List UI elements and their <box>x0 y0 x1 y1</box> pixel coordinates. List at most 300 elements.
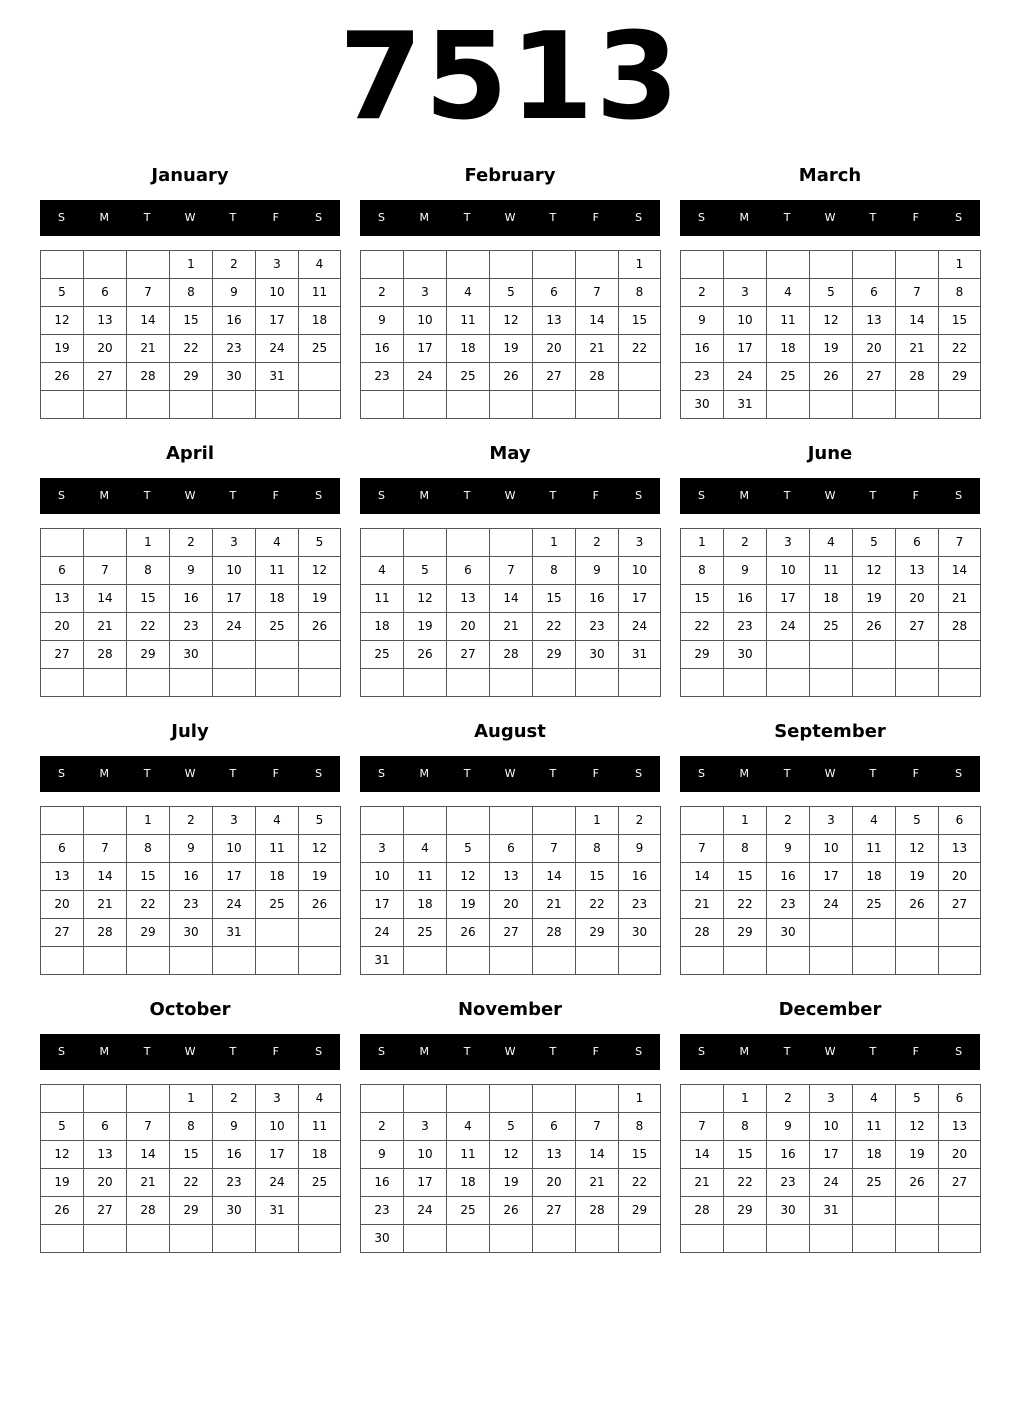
day-cell: 7 <box>84 557 127 585</box>
day-cell: 30 <box>619 919 661 947</box>
day-cell: 21 <box>576 1169 619 1197</box>
day-cell: 14 <box>533 863 576 891</box>
day-cell: 21 <box>127 1169 170 1197</box>
day-cell: 1 <box>724 807 767 835</box>
day-cell: 8 <box>533 557 576 585</box>
day-cell: 1 <box>170 251 213 279</box>
day-cell: 6 <box>447 557 490 585</box>
day-cell: 15 <box>170 307 213 335</box>
weekday-label: F <box>592 767 599 780</box>
day-cell <box>127 251 170 279</box>
day-cell: 13 <box>853 307 896 335</box>
day-cell: 24 <box>810 891 853 919</box>
day-cell <box>84 251 127 279</box>
day-cell: 25 <box>361 641 404 669</box>
month-name: December <box>778 999 882 1020</box>
day-cell: 28 <box>84 919 127 947</box>
day-grid <box>40 806 341 975</box>
day-cell: 17 <box>256 1141 299 1169</box>
day-cell <box>41 947 84 975</box>
day-cell <box>41 391 84 419</box>
day-cell: 6 <box>853 279 896 307</box>
day-cell: 5 <box>299 529 341 557</box>
day-cell: 19 <box>896 863 939 891</box>
day-cell: 18 <box>853 1141 896 1169</box>
day-cell: 15 <box>724 863 767 891</box>
weekday-label: W <box>504 1045 516 1058</box>
weekday-label: F <box>272 211 279 224</box>
day-cell: 2 <box>361 279 404 307</box>
day-cell <box>533 669 576 697</box>
day-cell <box>576 251 619 279</box>
day-cell: 23 <box>213 335 256 363</box>
day-cell: 26 <box>404 641 447 669</box>
day-cell <box>896 1197 939 1225</box>
day-cell: 14 <box>490 585 533 613</box>
day-cell: 22 <box>576 891 619 919</box>
weekday-label: M <box>99 211 110 224</box>
day-cell: 6 <box>939 1085 981 1113</box>
weekday-label: S <box>697 489 705 502</box>
day-cell: 19 <box>404 613 447 641</box>
day-cell: 15 <box>724 1141 767 1169</box>
day-cell: 4 <box>810 529 853 557</box>
day-cell <box>490 807 533 835</box>
day-cell: 6 <box>490 835 533 863</box>
day-cell: 1 <box>724 1085 767 1113</box>
day-cell: 1 <box>619 1085 661 1113</box>
day-cell: 19 <box>299 863 341 891</box>
weekday-header <box>40 1034 340 1070</box>
day-cell: 26 <box>853 613 896 641</box>
month-name: October <box>149 999 231 1020</box>
day-cell <box>404 251 447 279</box>
day-cell: 11 <box>404 863 447 891</box>
day-cell: 2 <box>361 1113 404 1141</box>
day-cell <box>810 669 853 697</box>
weekday-label: T <box>463 489 471 502</box>
day-cell: 3 <box>724 279 767 307</box>
day-cell: 11 <box>810 557 853 585</box>
month-august <box>360 720 660 990</box>
day-cell <box>767 947 810 975</box>
day-cell: 1 <box>127 529 170 557</box>
day-cell <box>213 669 256 697</box>
day-cell <box>767 641 810 669</box>
day-cell: 29 <box>619 1197 661 1225</box>
day-cell: 24 <box>213 891 256 919</box>
day-cell: 6 <box>533 279 576 307</box>
day-cell: 31 <box>256 1197 299 1225</box>
day-cell: 29 <box>170 363 213 391</box>
day-cell: 17 <box>361 891 404 919</box>
day-cell: 3 <box>361 835 404 863</box>
month-name: June <box>807 443 853 464</box>
weekday-label: M <box>419 767 430 780</box>
day-cell <box>299 947 341 975</box>
day-cell: 9 <box>767 1113 810 1141</box>
day-cell: 8 <box>170 1113 213 1141</box>
day-cell: 28 <box>939 613 981 641</box>
weekday-header <box>680 478 980 514</box>
day-cell <box>576 391 619 419</box>
day-cell: 9 <box>619 835 661 863</box>
day-cell: 11 <box>299 279 341 307</box>
day-cell: 28 <box>681 919 724 947</box>
weekday-label: S <box>377 489 385 502</box>
weekday-label: S <box>955 211 963 224</box>
day-cell: 24 <box>619 613 661 641</box>
day-grid <box>40 250 341 419</box>
weekday-label: F <box>912 1045 919 1058</box>
day-cell: 2 <box>213 251 256 279</box>
weekday-label: T <box>549 489 557 502</box>
day-cell <box>939 1197 981 1225</box>
day-cell: 10 <box>213 557 256 585</box>
day-cell <box>41 1225 84 1253</box>
day-cell: 2 <box>619 807 661 835</box>
day-cell: 11 <box>256 557 299 585</box>
day-cell <box>299 641 341 669</box>
day-cell: 18 <box>853 863 896 891</box>
day-cell <box>810 947 853 975</box>
day-cell <box>256 391 299 419</box>
day-cell <box>404 807 447 835</box>
weekday-label: T <box>229 767 237 780</box>
day-cell: 8 <box>724 835 767 863</box>
day-cell <box>256 919 299 947</box>
day-cell: 21 <box>939 585 981 613</box>
day-cell <box>896 669 939 697</box>
day-cell: 16 <box>767 863 810 891</box>
day-cell: 8 <box>127 835 170 863</box>
day-cell <box>619 391 661 419</box>
weekday-label: S <box>955 489 963 502</box>
day-cell: 18 <box>299 1141 341 1169</box>
day-cell <box>447 807 490 835</box>
day-cell: 2 <box>767 807 810 835</box>
day-cell: 25 <box>299 1169 341 1197</box>
day-cell <box>299 391 341 419</box>
day-cell: 23 <box>619 891 661 919</box>
day-cell: 23 <box>576 613 619 641</box>
weekday-label: F <box>592 489 599 502</box>
weekday-label: W <box>184 767 196 780</box>
day-cell: 27 <box>490 919 533 947</box>
day-cell: 29 <box>127 641 170 669</box>
day-cell <box>619 669 661 697</box>
day-cell: 31 <box>619 641 661 669</box>
day-cell: 1 <box>576 807 619 835</box>
weekday-label: T <box>143 767 151 780</box>
day-cell: 3 <box>213 807 256 835</box>
day-cell: 8 <box>724 1113 767 1141</box>
day-cell <box>84 1225 127 1253</box>
weekday-label: W <box>184 1045 196 1058</box>
day-cell <box>533 391 576 419</box>
day-cell: 4 <box>853 1085 896 1113</box>
day-cell: 27 <box>447 641 490 669</box>
day-cell <box>404 1225 447 1253</box>
day-cell: 5 <box>41 279 84 307</box>
day-cell: 3 <box>404 279 447 307</box>
day-cell: 24 <box>810 1169 853 1197</box>
day-cell: 29 <box>533 641 576 669</box>
day-cell <box>767 391 810 419</box>
day-cell: 12 <box>896 1113 939 1141</box>
day-cell: 9 <box>767 835 810 863</box>
day-cell <box>490 947 533 975</box>
day-cell: 1 <box>681 529 724 557</box>
day-cell: 10 <box>810 835 853 863</box>
day-cell: 25 <box>810 613 853 641</box>
day-cell: 7 <box>576 1113 619 1141</box>
day-cell: 23 <box>724 613 767 641</box>
day-cell <box>576 1085 619 1113</box>
day-cell: 22 <box>127 891 170 919</box>
day-cell: 20 <box>447 613 490 641</box>
day-cell: 12 <box>299 835 341 863</box>
day-cell: 6 <box>84 1113 127 1141</box>
day-cell: 21 <box>681 891 724 919</box>
day-cell <box>361 1085 404 1113</box>
weekday-header <box>40 478 340 514</box>
day-cell: 10 <box>361 863 404 891</box>
day-cell: 6 <box>41 557 84 585</box>
weekday-label: M <box>99 489 110 502</box>
day-cell: 28 <box>84 641 127 669</box>
day-cell <box>213 391 256 419</box>
day-cell: 8 <box>127 557 170 585</box>
weekday-label: T <box>869 211 877 224</box>
day-cell <box>361 391 404 419</box>
day-cell <box>619 1225 661 1253</box>
day-cell: 4 <box>256 529 299 557</box>
day-cell: 26 <box>896 1169 939 1197</box>
day-cell: 9 <box>576 557 619 585</box>
day-cell: 11 <box>853 835 896 863</box>
day-cell <box>127 669 170 697</box>
day-cell: 19 <box>447 891 490 919</box>
day-cell <box>533 1085 576 1113</box>
month-name: November <box>457 999 563 1020</box>
day-cell: 9 <box>361 307 404 335</box>
day-cell: 21 <box>490 613 533 641</box>
day-cell <box>84 807 127 835</box>
weekday-label: F <box>272 767 279 780</box>
day-cell <box>299 363 341 391</box>
weekday-label: S <box>315 1045 323 1058</box>
day-cell: 23 <box>767 891 810 919</box>
day-cell <box>939 669 981 697</box>
day-cell: 27 <box>896 613 939 641</box>
day-cell: 13 <box>84 1141 127 1169</box>
day-cell: 11 <box>853 1113 896 1141</box>
day-cell: 18 <box>767 335 810 363</box>
day-cell <box>619 947 661 975</box>
day-cell <box>447 1085 490 1113</box>
day-cell: 7 <box>681 1113 724 1141</box>
day-cell: 13 <box>84 307 127 335</box>
day-cell: 30 <box>213 1197 256 1225</box>
month-name: April <box>165 443 215 464</box>
day-cell: 2 <box>724 529 767 557</box>
weekday-label: M <box>419 489 430 502</box>
day-cell: 2 <box>170 807 213 835</box>
day-cell: 22 <box>170 335 213 363</box>
day-cell: 23 <box>767 1169 810 1197</box>
day-cell <box>810 391 853 419</box>
day-cell: 4 <box>767 279 810 307</box>
day-cell: 23 <box>213 1169 256 1197</box>
weekday-label: T <box>869 1045 877 1058</box>
weekday-header <box>360 756 660 792</box>
day-cell: 8 <box>681 557 724 585</box>
day-cell: 22 <box>681 613 724 641</box>
day-cell: 19 <box>41 1169 84 1197</box>
day-cell <box>576 947 619 975</box>
day-cell: 31 <box>810 1197 853 1225</box>
weekday-label: S <box>635 1045 643 1058</box>
day-cell: 12 <box>896 835 939 863</box>
day-cell <box>896 947 939 975</box>
day-cell: 20 <box>84 1169 127 1197</box>
weekday-label: F <box>272 489 279 502</box>
day-cell: 18 <box>256 585 299 613</box>
day-cell: 16 <box>767 1141 810 1169</box>
month-june <box>680 442 980 712</box>
day-cell: 17 <box>404 1169 447 1197</box>
day-cell: 2 <box>213 1085 256 1113</box>
day-cell <box>84 947 127 975</box>
day-cell <box>490 1225 533 1253</box>
day-cell: 12 <box>810 307 853 335</box>
day-cell: 9 <box>170 557 213 585</box>
day-cell: 6 <box>939 807 981 835</box>
day-cell: 1 <box>127 807 170 835</box>
day-cell: 24 <box>404 363 447 391</box>
day-cell: 25 <box>767 363 810 391</box>
day-cell: 13 <box>41 863 84 891</box>
day-cell: 24 <box>213 613 256 641</box>
month-april <box>40 442 340 712</box>
day-cell: 16 <box>576 585 619 613</box>
day-cell: 11 <box>767 307 810 335</box>
day-cell <box>681 669 724 697</box>
day-cell: 16 <box>361 335 404 363</box>
weekday-label: M <box>739 1045 750 1058</box>
day-cell <box>447 251 490 279</box>
month-name: January <box>151 165 229 186</box>
day-cell: 27 <box>84 363 127 391</box>
day-grid <box>40 1084 341 1253</box>
weekday-label: S <box>315 767 323 780</box>
day-cell: 17 <box>724 335 767 363</box>
day-cell <box>127 391 170 419</box>
day-cell: 24 <box>767 613 810 641</box>
day-cell: 6 <box>896 529 939 557</box>
day-cell: 26 <box>490 1197 533 1225</box>
day-cell: 7 <box>533 835 576 863</box>
day-cell: 12 <box>299 557 341 585</box>
day-cell: 4 <box>256 807 299 835</box>
day-cell: 10 <box>256 1113 299 1141</box>
weekday-label: S <box>57 489 65 502</box>
day-cell: 20 <box>896 585 939 613</box>
day-cell <box>767 669 810 697</box>
day-cell <box>533 1225 576 1253</box>
day-cell: 23 <box>361 363 404 391</box>
day-cell: 15 <box>681 585 724 613</box>
day-cell: 31 <box>256 363 299 391</box>
day-cell: 16 <box>724 585 767 613</box>
weekday-label: T <box>229 1045 237 1058</box>
day-cell: 27 <box>939 1169 981 1197</box>
day-cell <box>41 669 84 697</box>
day-cell <box>127 1085 170 1113</box>
day-cell <box>256 641 299 669</box>
day-cell: 5 <box>853 529 896 557</box>
day-grid <box>680 250 981 419</box>
day-cell: 17 <box>256 307 299 335</box>
month-name: March <box>798 165 862 186</box>
weekday-label: W <box>504 489 516 502</box>
day-cell: 10 <box>767 557 810 585</box>
weekday-label: T <box>549 767 557 780</box>
day-cell <box>170 391 213 419</box>
day-cell <box>533 807 576 835</box>
day-grid <box>680 806 981 975</box>
day-cell: 15 <box>170 1141 213 1169</box>
day-cell <box>127 1225 170 1253</box>
month-december <box>680 998 980 1268</box>
day-cell: 27 <box>533 363 576 391</box>
day-cell: 30 <box>767 1197 810 1225</box>
day-cell: 3 <box>619 529 661 557</box>
day-cell <box>490 669 533 697</box>
day-cell: 16 <box>213 307 256 335</box>
weekday-label: S <box>697 211 705 224</box>
day-cell: 13 <box>533 1141 576 1169</box>
day-cell: 21 <box>533 891 576 919</box>
day-cell: 29 <box>724 919 767 947</box>
day-cell: 27 <box>853 363 896 391</box>
day-cell <box>490 391 533 419</box>
month-november <box>360 998 660 1268</box>
day-cell <box>84 391 127 419</box>
day-cell: 7 <box>490 557 533 585</box>
day-cell <box>767 1225 810 1253</box>
day-cell <box>939 919 981 947</box>
weekday-label: S <box>57 1045 65 1058</box>
weekday-label: W <box>824 489 836 502</box>
month-name: September <box>774 721 886 742</box>
day-cell <box>361 669 404 697</box>
day-cell <box>447 1225 490 1253</box>
day-cell: 19 <box>853 585 896 613</box>
day-cell: 17 <box>404 335 447 363</box>
day-cell: 29 <box>127 919 170 947</box>
month-may <box>360 442 660 712</box>
day-cell: 2 <box>170 529 213 557</box>
day-cell: 23 <box>681 363 724 391</box>
day-cell <box>810 1225 853 1253</box>
day-cell: 4 <box>853 807 896 835</box>
weekday-label: M <box>739 767 750 780</box>
weekday-header <box>360 200 660 236</box>
weekday-label: T <box>143 1045 151 1058</box>
weekday-header <box>40 200 340 236</box>
